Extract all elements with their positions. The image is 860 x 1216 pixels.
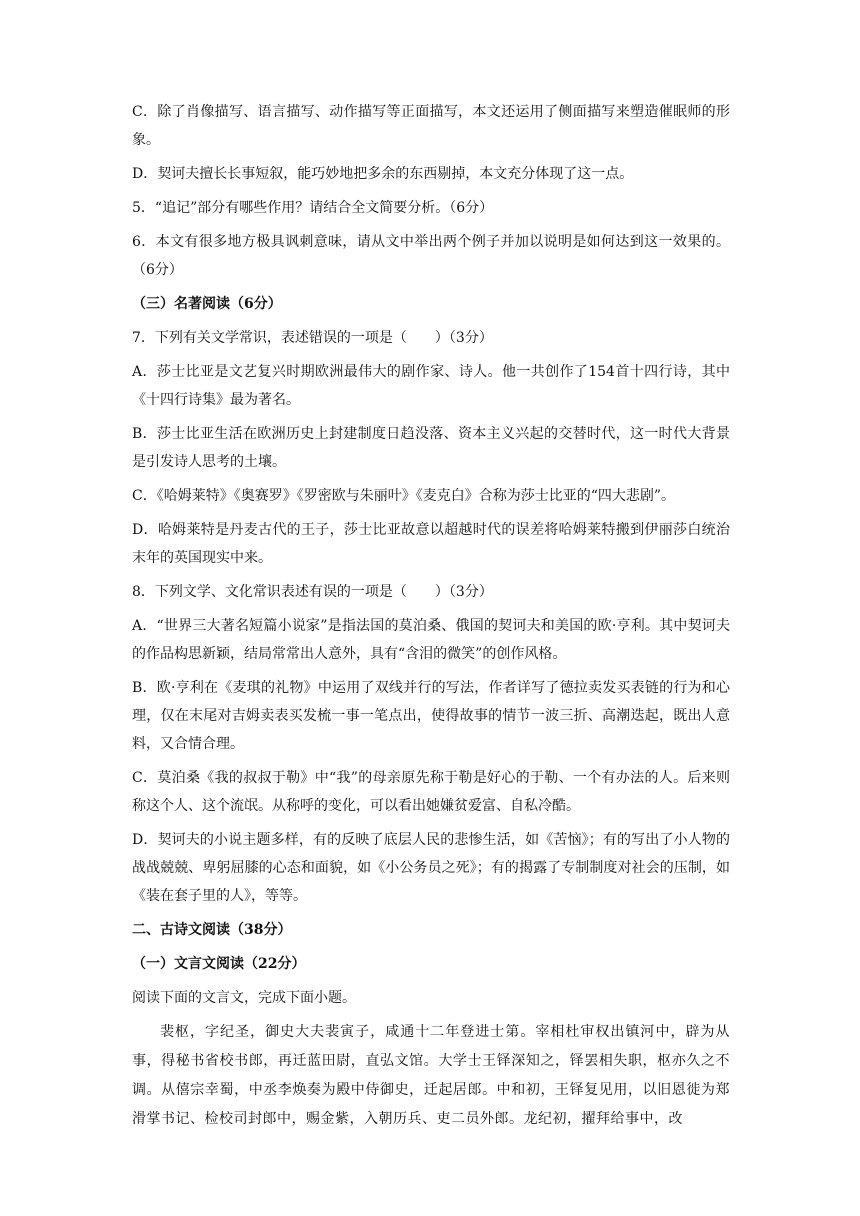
option-c: C．除了肖像描写、语言描写、动作描写等正面描写，本文还运用了侧面描写来塑造催眠师的形象。: [132, 104, 730, 148]
question-7-option-c: C．《哈姆莱特》《奥赛罗》《罗密欧与朱丽叶》《麦克白》合称为莎士比亚的“四大悲剧”。: [132, 488, 676, 504]
question-8-option-b: B．欧·亨利在《麦琪的礼物》中运用了双线并行的写法，作者详写了德拉卖发买表链的行为和心理，仅在末尾对吉姆卖表买发梳一事一笔点出，使得故事的情节一波三折、高潮迭起，既出人意料，又合情合理。: [132, 680, 730, 752]
question-8-option-d: D．契诃夫的小说主题多样，有的反映了底层人民的悲惨生活，如《苦恼》；有的写出了小人物的战战兢兢、卑躬屈膝的心态和面貌，如《小公务员之死》；有的揭露了专制制度对社会的压制，如《装在套子里的人》，等等。: [132, 832, 730, 904]
document-content: [132, 98, 730, 1140]
section-heading-masterpiece-reading: （三）名著阅读（6分）: [132, 296, 282, 312]
reading-instruction: 阅读下面的文言文，完成下面小题。: [132, 990, 356, 1006]
classical-passage: 裴枢，字纪圣，御史大夫裴寅子，咸通十二年登进士第。宰相杜审权出镇河中，辟为从事，得秘书省校书郎，再迁蓝田尉，直弘文馆。大学士王铎深知之，铎罢相失职，枢亦久之不调。从僖宗幸蜀，中丞李焕奏为殿中侍御史，迁起居郎。中和初，王铎复见用，以旧恩徙为郑滑掌书记、检校司封郎中，赐金紫，入朝历兵、吏二员外郎。龙纪初，擢拜给事中，改: [132, 1024, 730, 1127]
question-8-option-a: A．“世界三大著名短篇小说家”是指法国的莫泊桑、俄国的契诃夫和美国的欧·亨利。其中契诃夫的作品构思新颖，结局常常出人意外，具有“含泪的微笑”的创作风格。: [132, 618, 730, 662]
question-8: 8．下列文学、文化常识表述有误的一项是（ ）（3分）: [132, 584, 493, 600]
question-7-option-a: A．莎士比亚是文艺复兴时期欧洲最伟大的剧作家、诗人。他一共创作了154首十四行诗，其中《十四行诗集》最为著名。: [132, 364, 730, 408]
question-5: 5．“追记”部分有哪些作用？请结合全文简要分析。（6分）: [132, 200, 494, 216]
section-heading-classical-chinese: （一）文言文阅读（22分）: [132, 956, 306, 972]
option-d: D．契诃夫擅长长事短叙，能巧妙地把多余的东西剔掉，本文充分体现了这一点。: [132, 166, 634, 182]
question-7-option-d: D．哈姆莱特是丹麦古代的王子，莎士比亚故意以超越时代的误差将哈姆莱特搬到伊丽莎白统治末年的英国现实中来。: [132, 522, 730, 566]
question-6: 6．本文有很多地方极具讽刺意味，请从文中举出两个例子并加以说明是如何达到这一效果的。（6分）: [132, 234, 730, 278]
section-heading-ancient-poetry: 二、古诗文阅读（38分）: [132, 922, 292, 938]
question-7-option-b: B．莎士比亚生活在欧洲历史上封建制度日趋没落、资本主义兴起的交替时代，这一时代大背景是引发诗人思考的土壤。: [132, 426, 730, 470]
question-8-option-c: C．莫泊桑《我的叔叔于勒》中“我”的母亲原先称于勒是好心的于勒、一个有办法的人。后来则称这个人、这个流氓。从称呼的变化，可以看出她嫌贫爱富、自私冷酷。: [132, 770, 730, 814]
question-7: 7．下列有关文学常识，表述错误的一项是（ ）（3分）: [132, 330, 493, 346]
